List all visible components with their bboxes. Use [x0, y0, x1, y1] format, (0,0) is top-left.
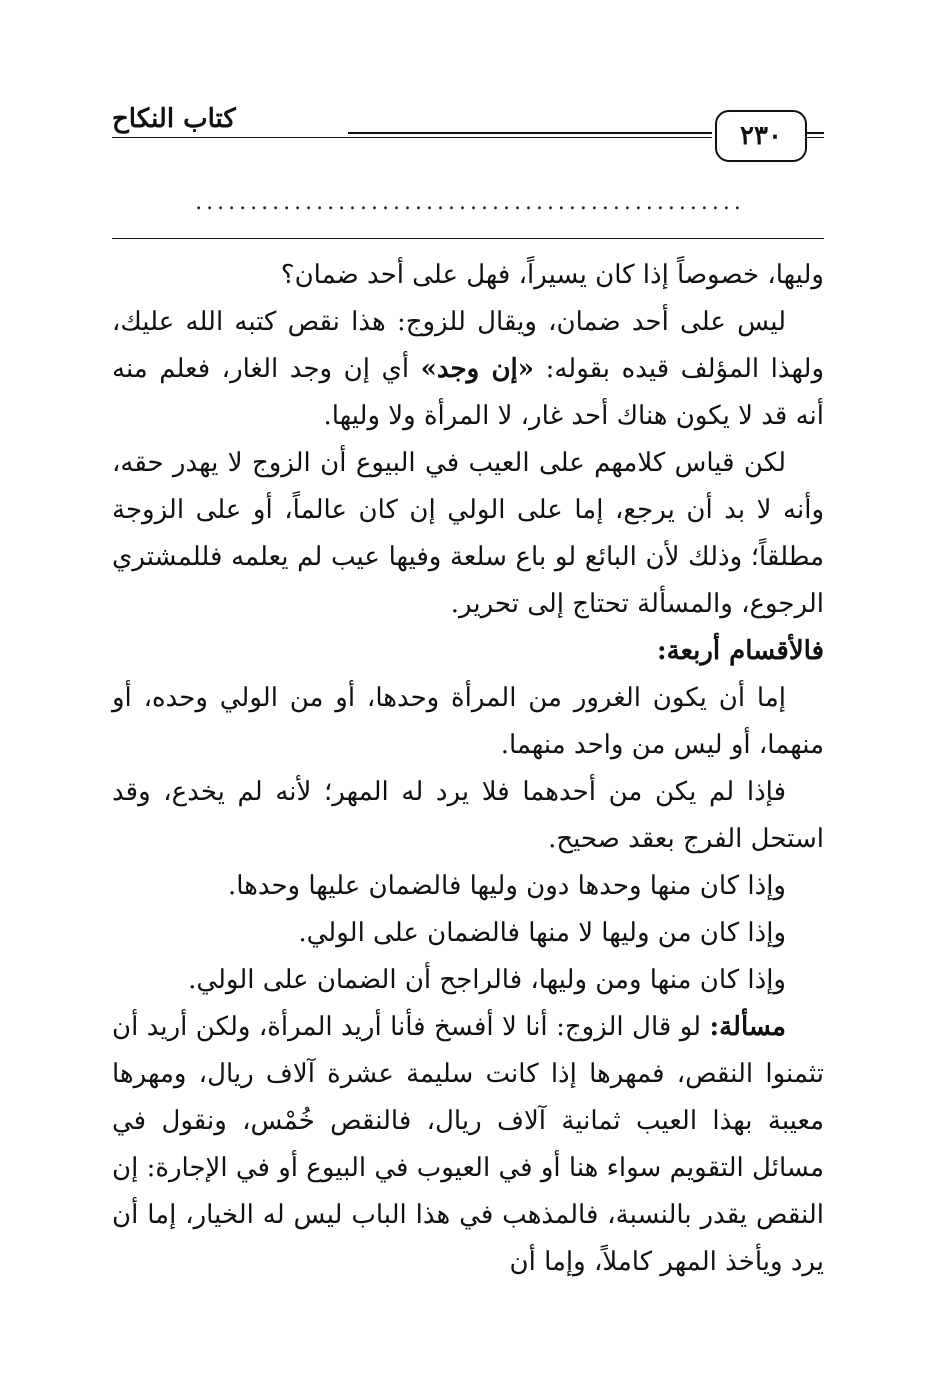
paragraph-1: وليها، خصوصاً إذا كان يسيراً، فهل على أحد ضمان؟ [280, 260, 824, 290]
quoted-phrase: «إن وجد» [420, 354, 535, 384]
body-text [112, 252, 824, 1286]
paragraph-5: فإذا لم يكن من أحدهما فلا يرد له المهر؛ لأنه لم يخدع، وقد استحل الفرج بعقد صحيح. [112, 777, 824, 854]
paragraph-9-text: لو قال الزوج: أنا لا أفسخ فأنا أريد المرأة، ولكن أريد أن تثمنوا النقص، فمهرها إذا كانت سليمة عشرة آلاف ريال، ومهرها معيبة بهذا العيب ثمانية آلاف ريال، فالنقص خُمْس، ونقول في مسائل التقويم سواء هنا أو في العيوب في البيوع أو في الإجارة: إن النقص يقدر بالنسبة، فالمذهب في هذا الباب ليس له الخيار، إما أن يرد ويأخذ المهر كاملاً، وإما أن [112, 1012, 824, 1277]
issue-label: مسألة: [709, 1012, 786, 1042]
page-header [112, 100, 824, 164]
paragraph-3: لكن قياس كلامهم على العيب في البيوع أن الزوج لا يهدر حقه، وأنه لا بد أن يرجع، إما على الولي إن كان عالماً، أو على الزوجة مطلقاً؛ وذلك لأن البائع لو باع سلعة وفيها عيب لم يعلمه فللمشتري الرجوع، والمسألة تحتاج إلى تحرير. [112, 448, 824, 619]
paragraph-6: وإذا كان منها وحدها دون وليها فالضمان عليها وحدها. [227, 871, 786, 901]
paragraph-4: إما أن يكون الغرور من المرأة وحدها، أو من الولي وحده، أو منهما، أو ليس من واحد منهما. [112, 683, 824, 760]
ellipsis-line: .................................................. [195, 190, 745, 215]
paragraph-2-part-1: ليس على أحد ضمان، ويقال للزوج: هذا نقص كتبه الله عليك، ولهذا المؤلف قيده بقوله: [112, 307, 824, 384]
separator-rule [112, 238, 824, 239]
page-number: ٢٣٠ [715, 110, 807, 162]
section-heading: فالأقسام أربعة: [657, 636, 824, 666]
paragraph-7: وإذا كان من وليها لا منها فالضمان على الولي. [298, 918, 786, 948]
header-rule-right [807, 132, 824, 138]
paragraph-2 [112, 299, 824, 440]
book-title: كتاب النكاح [112, 104, 348, 134]
paragraph-2-part-2: أي إن وجد الغار، فعلم منه أنه قد لا يكون هناك أحد غار، لا المرأة ولا وليها. [112, 354, 824, 431]
paragraph-8: وإذا كان منها ومن وليها، فالراجح أن الضمان على الولي. [188, 965, 786, 995]
paragraph-9 [112, 1004, 824, 1286]
